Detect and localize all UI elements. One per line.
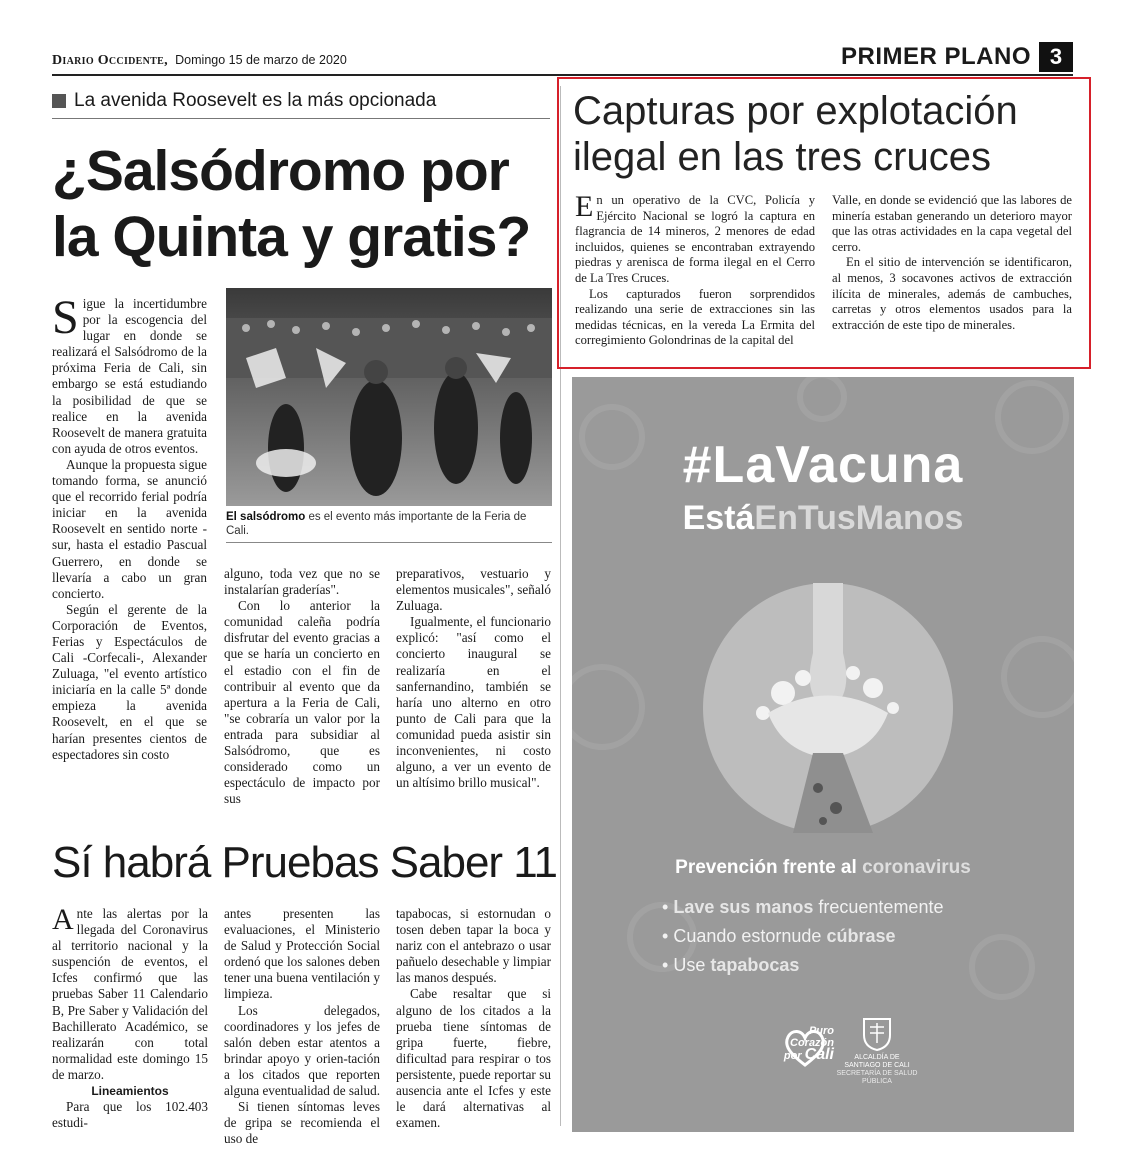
salsodromo-column-3: [396, 566, 551, 791]
headline-saber-11: Sí habrá Pruebas Saber 11: [52, 838, 557, 887]
paragraph: Igualmente, el funcionario explicó: "así como el concierto inaugural se realizaría en el sanfernandino, también se haría uno alterno en otro punto de Cali para que la comunidad pueda asistir sin inconvenientes, ni costo alguno, a ver un evento de un altísimo brillo musical".: [396, 614, 551, 791]
capturas-column-2: [832, 193, 1072, 333]
issue-date: Domingo 15 de marzo de 2020: [175, 53, 347, 67]
kicker-rule: [52, 118, 550, 119]
list-item: • Use tapabocas: [662, 955, 800, 975]
paragraph: Si tienen síntomas leves de gripa se recomienda el uso de: [224, 1099, 380, 1147]
dancers-photo-illustration: [226, 288, 552, 506]
handwashing-illustration: [703, 583, 953, 833]
photo-caption: [226, 510, 552, 538]
paragraph: Ante las alertas por la llegada del Coronavirus al territorio nacional y la suspención de eventos, el Icfes confirmó que las pruebas Saber 11 Calendario B, Pre Saber y Validación del Bachillerato Académico, se realizarán con total normalidad este domingo 15 de marzo.: [52, 903, 208, 1082]
saber-column-3: [396, 906, 551, 1131]
paragraph: En el sitio de intervención se identificaron, al menos, 3 socavones activos de extracción ilícita de minerales, además de cambuches, carretas y otros elementos usados para la extracción de este tipo de minerales.: [832, 255, 1072, 332]
paragraph: Para que los 102.403 estudi-: [52, 1099, 208, 1131]
paragraph: Según el gerente de la Corporación de Eventos, Ferias y Espectáculos de Cali -Corfecali-, Alexander Zuluaga, "el evento artístico iniciaría en la calle 5ª donde empieza la avenida Roosevelt, en el que se harían presentes cientos de espectadores sin costo: [52, 601, 207, 762]
drop-cap: A: [52, 903, 74, 936]
masthead-rule: [52, 74, 1073, 76]
page-number: 3: [1039, 42, 1073, 72]
bullet-dot-icon: •: [662, 926, 669, 946]
square-bullet-icon: [52, 94, 66, 108]
list-item: • Lave sus manos frecuentemente: [662, 897, 944, 917]
masthead-right: [841, 42, 1073, 72]
salsodromo-column-2: [224, 566, 380, 807]
headline-capturas: Capturas por explotación ilegal en las tres cruces: [573, 89, 1018, 179]
salsodromo-photo: [226, 288, 552, 506]
saber-column-1: [52, 903, 208, 1131]
saber-column-2: [224, 906, 380, 1147]
paragraph: tapabocas, si estornudan o tosen deben tapar la boca y nariz con el antebrazo o usar pañuelo desechable y limpiar las manos después.: [396, 906, 551, 986]
newspaper-name: Diario Occidente,: [52, 53, 168, 68]
paragraph: Los delegados, coordinadores y los jefes de salón deben estar atentos a brindar apoyo y orien-tación a los citados que reporten alguna eventualidad de salud.: [224, 1002, 380, 1099]
paragraph: antes presenten las evaluaciones, el Ministerio de Salud y Protección Social ordenó que los salones deben tener una buena ventilación y limpieza.: [224, 906, 380, 1002]
paragraph: Cabe resaltar que si alguno de los citados a la prueba tiene síntomas de gripa fuerte, fiebre, dificultad para respirar o tos persistente, puede reportar su ausencia ante el Icfes y este le dará alternativas al examen.: [396, 986, 551, 1131]
paragraph: preparativos, vestuario y elementos musicales", señaló Zuluaga.: [396, 566, 551, 614]
section-name: PRIMER PLANO: [840, 43, 1031, 70]
paragraph: Los capturados fueron sorprendidos realizando una serie de extracciones sin las medidas técnicas, en la vereda La Ermita del corregimiento Golondrinas de la capital del: [575, 286, 815, 348]
kicker-text: La avenida Roosevelt es la más opcionada: [74, 90, 437, 111]
caption-text: es el evento más importante de la Feria de Cali.: [226, 511, 527, 537]
alcaldia-logo: ALCALDÍA DE SANTIAGO DE CALI SECRETARÍA DE SALUD PÚBLICA: [822, 1017, 932, 1086]
heart-icon: [784, 1027, 826, 1067]
paragraph: Sigue la incertidumbre por la escogencia del lugar en donde se realizará el Salsódromo de la próxima Feria de Cali, sin embargo se está estudiando la posibilidad de que se realice en la avenida Roosevelt de manera gratuita con ayuda de otros eventos.: [52, 291, 207, 456]
drop-cap: E: [575, 190, 594, 223]
ad-hashtag: #LaVacuna: [682, 436, 964, 494]
caption-rule: [226, 542, 552, 543]
vaccine-advertisement: [572, 377, 1074, 1132]
paragraph: Con lo anterior la comunidad caleña podría disfrutar del evento gracias a que se haría un concierto en el estadio con el fin de contribuir al evento que da apertura a la Feria de Cali, "se cobraría un valor por la entrada para subsidiar al Salsódromo, que es considerado como un espectáculo de impacto por sus: [224, 598, 380, 807]
story-kicker: [52, 90, 436, 112]
paragraph: Aunque la propuesta sigue tomando forma, se anunció que el recorrido ferial podría iniciar en la avenida Roosevelt en sentido norte - sur, hasta el estadio Pascual Guerrero, en donde se llevaría a cabo un gran concierto.: [52, 456, 207, 601]
caption-lead: El salsódromo: [226, 511, 306, 523]
masthead-left: [52, 52, 347, 69]
paragraph: alguno, toda vez que no se instalarían graderías".: [224, 566, 380, 598]
ad-tagline: EstáEnTusManos: [682, 499, 964, 537]
drop-cap: S: [52, 291, 79, 344]
bullet-dot-icon: •: [662, 955, 669, 975]
ad-prevention-heading: Prevención frente al coronavirus: [675, 857, 971, 878]
paragraph: Valle, en donde se evidenció que las labores de minería estaban generando un deterioro mayor que las otras actividades en la capa vegetal del cerro.: [832, 193, 1072, 254]
puro-corazon-logo: Puro Corazón por Cali: [783, 1025, 834, 1063]
coat-of-arms-icon: [862, 1017, 892, 1051]
salsodromo-column-1: [52, 291, 207, 763]
bullet-dot-icon: •: [662, 897, 669, 917]
subheading-lineamientos: Lineamientos: [91, 1084, 169, 1099]
ad-prevention-list: [662, 893, 943, 980]
paragraph: En un operativo de la CVC, Policía y Ejército Nacional se logró la captura en flagrancia de 14 mineros, 2 menores de edad incluidos, quienes se encontraban extrayendo piedras y arenisca de forma ilegal en el Cerro de La Tres Cruces.: [575, 190, 815, 285]
list-item: • Cuando estornude cúbrase: [662, 926, 896, 946]
capturas-column-1: [575, 190, 815, 349]
headline-salsodromo: ¿Salsódromo por la Quinta y gratis?: [52, 139, 531, 269]
